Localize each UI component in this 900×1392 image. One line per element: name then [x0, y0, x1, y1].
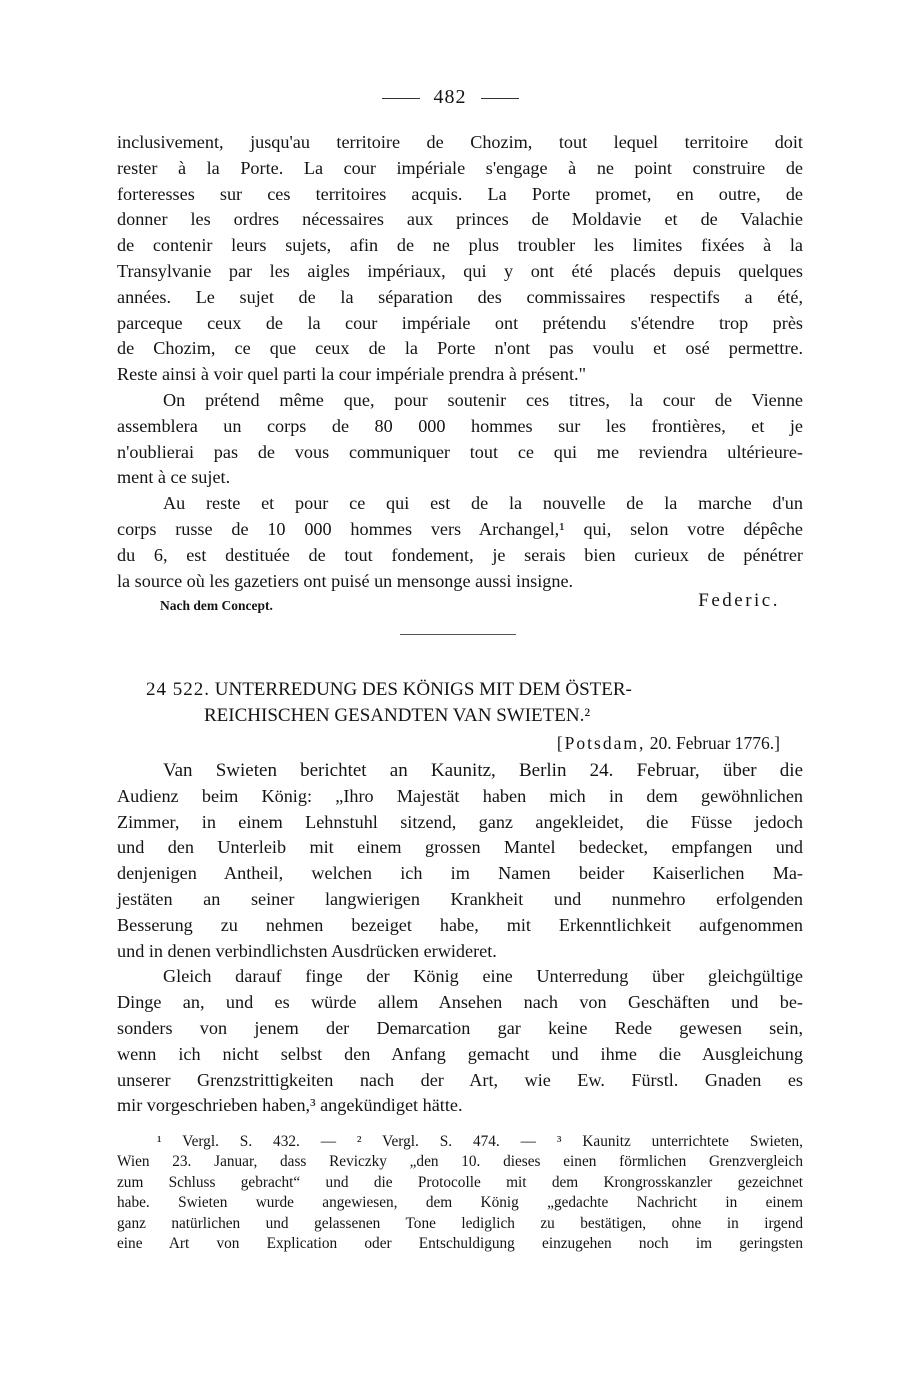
text-line: und in denen verbindlichsten Ausdrücken erwideret. [117, 940, 497, 961]
text-line: corps russe de 10 000 hommes vers Archangel,¹ qui, selon votre dépêche [117, 518, 803, 539]
text-line: unserer Grenzstrittigkeiten nach der Art, wie Ew. Fürstl. Gnaden es [117, 1069, 803, 1090]
text-line: la source où les gazetiers ont puisé un mensonge aussi insigne. [117, 570, 574, 591]
text-line: forteresses sur ces territoires acquis. La Porte promet, en outre, de [117, 183, 803, 204]
footnote-line: eine Art von Explication oder Entschuldigung einzugehen noch im geringsten [117, 1234, 803, 1252]
text-line: jestäten an seiner langwierigen Krankheit und nunmehro erfolgenden [117, 888, 803, 909]
text-line: On prétend même que, pour soutenir ces titres, la cour de Vienne [163, 389, 803, 410]
dateline-date: 20. Februar 1776.] [649, 733, 780, 753]
footnote-line: zum Schluss gebracht“ und die Protocolle mit dem Krongrosskanzler gezeichnet [117, 1173, 803, 1191]
page-header [0, 86, 900, 109]
text-line: du 6, est destituée de tout fondement, je serais bien curieux de pénétrer [117, 544, 803, 565]
dateline [557, 733, 780, 754]
text-line: sonders von jenem der Demarcation gar keine Rede gewesen sein, [117, 1017, 803, 1038]
text-line: de contenir leurs sujets, afin de ne plus troubler les limites fixées à la [117, 235, 803, 256]
text-line: Transylvanie par les aigles impériaux, qui y ont été placés depuis quelques [117, 260, 803, 281]
text-line: assemblera un corps de 80 000 hommes sur les frontières, et je [117, 415, 803, 436]
german-report-text [117, 758, 803, 1119]
text-line: Gleich darauf finge der König eine Unterredung über gleichgültige [163, 966, 803, 987]
entry-heading [146, 677, 786, 729]
section-divider [400, 634, 516, 635]
text-line: und den Unterleib mit einem grossen Mantel bedecket, empfangen und [117, 837, 803, 858]
text-line: ment à ce sujet. [117, 467, 231, 488]
text-line: de Chozim, ce que ceux de la Porte n'ont pas voulu et osé permettre. [117, 338, 803, 359]
text-line: parceque ceux de la cour impériale ont prétendu s'étendre trop près [117, 312, 803, 333]
footnote-line: Wien 23. Januar, dass Reviczky „den 10. dieses einen förmlichen Grenzvergleich [117, 1153, 803, 1171]
text-line: Au reste et pour ce qui est de la nouvelle de la marche d'un [163, 493, 803, 514]
letter-closing [160, 590, 780, 620]
french-letter-text [117, 130, 803, 594]
header-rule-left [382, 98, 420, 99]
text-line: Van Swieten berichtet an Kaunitz, Berlin 24. Februar, über die [163, 760, 803, 781]
heading-line-2: REICHISCHEN GESANDTEN VAN SWIETEN.² [204, 705, 591, 726]
source-note: Nach dem Concept. [160, 598, 273, 613]
footnote-line: ganz natürlichen und gelassenen Tone lediglich zu bestätigen, ohne in irgend [117, 1214, 803, 1232]
footnote-line: habe. Swieten wurde angewiesen, dem König „gedachte Nachricht in einem [117, 1194, 803, 1212]
page-number: 482 [433, 86, 467, 108]
entry-number: 24 522. [146, 679, 210, 700]
text-line: inclusivement, jusqu'au territoire de Chozim, tout lequel territoire doit [117, 132, 803, 152]
text-line: Audienz beim König: „Ihro Majestät haben mich in dem gewöhnlichen [117, 785, 803, 806]
text-line: années. Le sujet de la séparation des commissaires respectifs a été, [117, 286, 803, 307]
footnote-line: ¹ Vergl. S. 432. — ² Vergl. S. 474. — ³ Kaunitz unterrichtete Swieten, [157, 1133, 803, 1150]
text-line: rester à la Porte. La cour impériale s'engage à ne point construire de [117, 157, 803, 178]
heading-line-1: UNTERREDUNG DES KÖNIGS MIT DEM ÖSTER- [214, 679, 632, 700]
dateline-place: [Potsdam, [556, 733, 646, 753]
header-rule-right [481, 98, 519, 99]
text-line: donner les ordres nécessaires aux princes de Moldavie et de Valachie [117, 209, 803, 230]
signature: Federic. [698, 590, 780, 611]
text-line: Zimmer, in einem Lehnstuhl sitzend, ganz angekleidet, die Füsse jedoch [117, 811, 803, 832]
text-line: mir vorgeschrieben haben,³ angekündiget hätte. [117, 1095, 463, 1116]
text-line: Dinge an, und es würde allem Ansehen nach von Geschäften und be- [117, 992, 803, 1013]
text-line: wenn ich nicht selbst den Anfang gemacht und ihme die Ausgleichung [117, 1043, 803, 1064]
text-line: n'oublierai pas de vous communiquer tout ce qui me reviendra ultérieure- [117, 441, 803, 462]
footnotes [117, 1132, 803, 1254]
text-line: Reste ainsi à voir quel parti la cour impériale prendra à présent." [117, 364, 587, 385]
text-line: denjenigen Antheil, welchen ich im Namen beider Kaiserlichen Ma- [117, 863, 803, 884]
text-line: Besserung zu nehmen bezeiget habe, mit Erkenntlichkeit aufgenommen [117, 914, 803, 935]
